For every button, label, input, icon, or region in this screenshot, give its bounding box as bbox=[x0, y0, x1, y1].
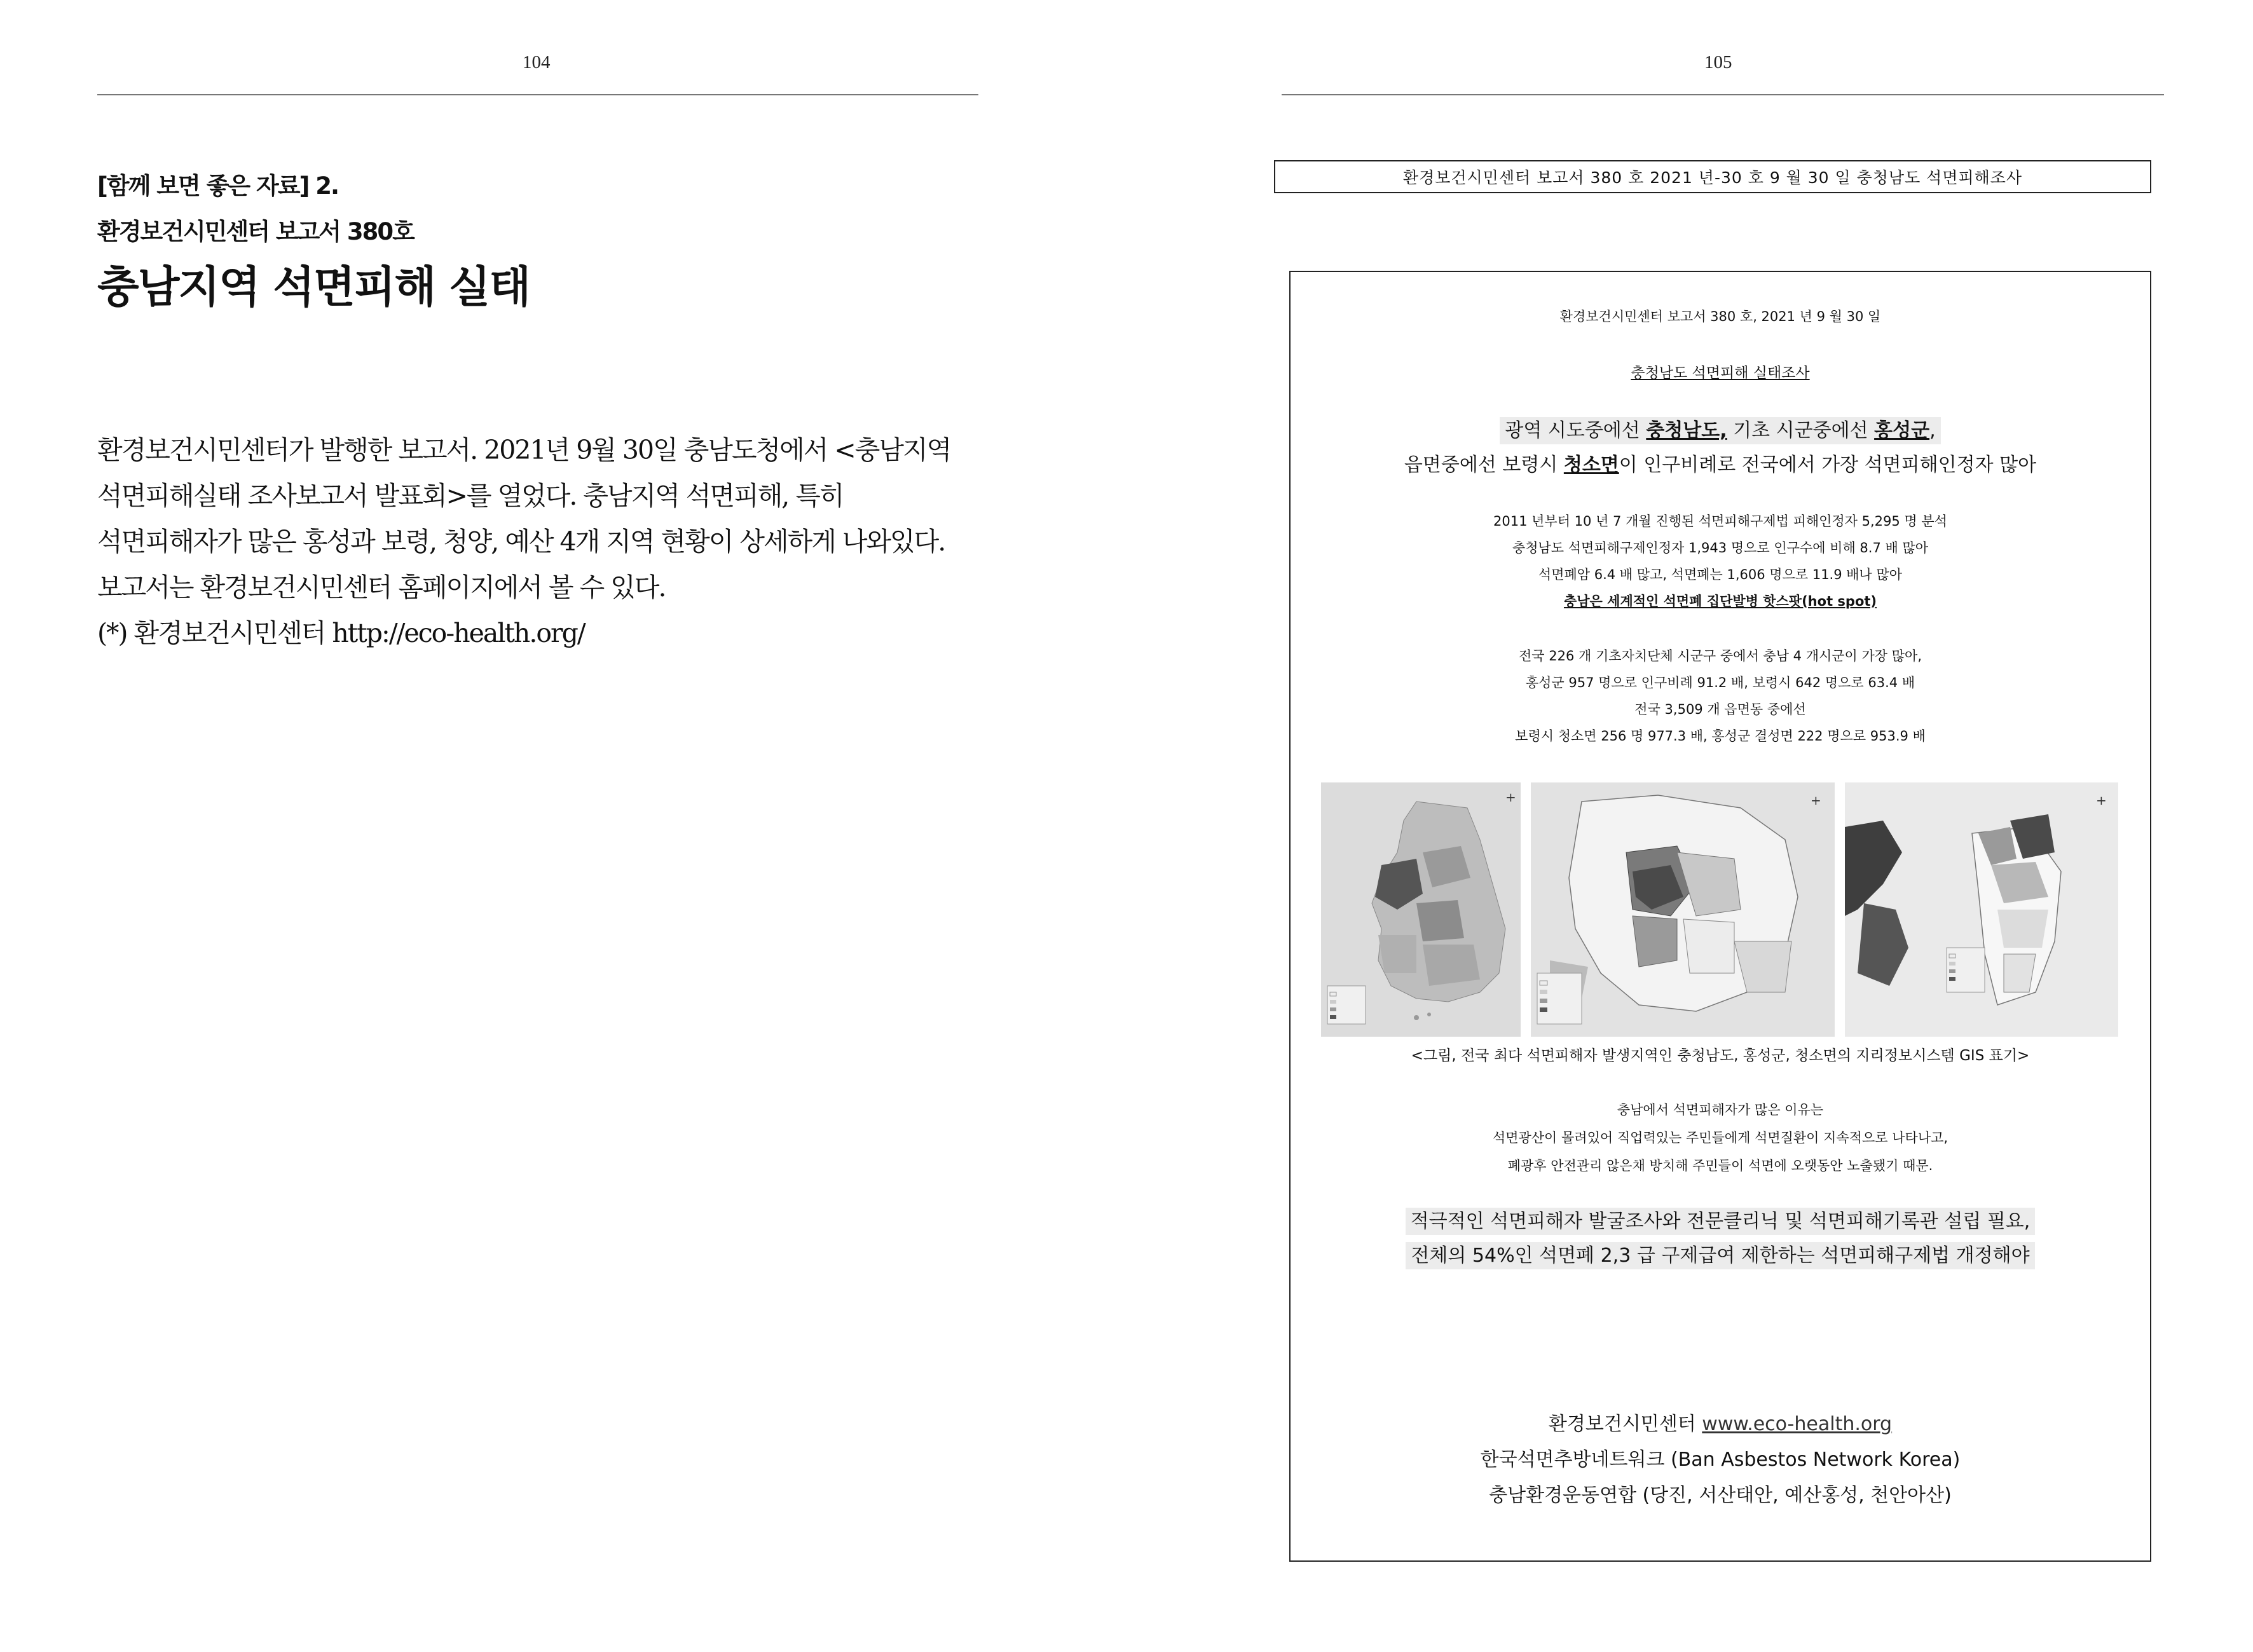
body-line: 석면피해실태 조사보고서 발표회>를 열었다. 충남지역 석면피해, 특히 bbox=[97, 481, 844, 511]
stat-line: 홍성군 957 명으로 인구비례 91.2 배, 보령시 642 명으로 63.4 배 bbox=[1525, 675, 1915, 690]
headline-2-text-a: 읍면중에선 보령시 bbox=[1404, 454, 1564, 476]
page-number-right: 105 bbox=[1704, 52, 1732, 72]
svg-text:+: + bbox=[2096, 793, 2107, 808]
page-number-left: 104 bbox=[523, 52, 551, 72]
headline-1-text-d: 홍성군 bbox=[1874, 420, 1930, 442]
reason-line: 충남에서 석면피해자가 많은 이유는 bbox=[1617, 1102, 1824, 1117]
issue-line: 환경보건시민센터 보고서 380 호, 2021 년 9 월 30 일 bbox=[1559, 309, 1881, 324]
report-header-box: 환경보건시민센터 보고서 380 호 2021 년-30 호 9 월 30 일 충청남도 석면피해조사 bbox=[1274, 160, 2151, 193]
headline-1-text-a: 광역 시도중에선 bbox=[1505, 420, 1647, 442]
body-line: 석면피해자가 많은 홍성과 보령, 청양, 예산 4개 지역 현황이 상세하게 나와있다. bbox=[97, 526, 945, 557]
hotspot-line: 충남은 세계적인 석면폐 집단발병 핫스팟(hot spot) bbox=[1563, 594, 1877, 609]
svg-text:+: + bbox=[1811, 793, 1821, 808]
report-number-label: 환경보건시민센터 보고서 380호 bbox=[97, 218, 414, 245]
demand-line-1 bbox=[1291, 1205, 2150, 1233]
body-line: 환경보건시민센터가 발행한 보고서. 2021년 9월 30일 충남도청에서 <충남지역 bbox=[97, 435, 951, 465]
headline-2-text-b: 청소면 bbox=[1563, 454, 1619, 476]
org-line-1 bbox=[1291, 1408, 2150, 1436]
headline-1-text-b: 충청남도, bbox=[1646, 420, 1727, 442]
org-1-name: 환경보건시민센터 bbox=[1548, 1413, 1696, 1435]
headline-1-text-c: 기초 시군중에선 bbox=[1727, 420, 1875, 442]
org-line-3: 충남환경운동연합 (당진, 서산태안, 예산홍성, 천안아산) bbox=[1489, 1484, 1952, 1506]
chungnam-map-image bbox=[1531, 782, 1835, 1037]
stat-line: 충청남도 석면피해구제인정자 1,943 명으로 인구수에 비해 8.7 배 많아 bbox=[1512, 540, 1929, 556]
body-line: 보고서는 환경보건시민센터 홈페이지에서 볼 수 있다. bbox=[97, 572, 666, 603]
headline-line-1 bbox=[1291, 414, 2150, 442]
stat-line: 보령시 청소면 256 명 977.3 배, 홍성군 결성면 222 명으로 953.9 배 bbox=[1515, 728, 1926, 744]
demand-2-text: 전체의 54%인 석면폐 2,3 급 구제급여 제한하는 석면피해구제법 개정해야 bbox=[1406, 1242, 2034, 1269]
demand-line-2 bbox=[1291, 1239, 2150, 1267]
hongseong-map-image bbox=[1845, 782, 2118, 1037]
stat-line: 전국 226 개 기초자치단체 시군구 중에서 충남 4 개시군이 가장 많아, bbox=[1518, 648, 1922, 664]
gis-maps bbox=[1291, 782, 2150, 1040]
reason-line: 폐광후 안전관리 않은채 방치해 주민들이 석면에 오랫동안 노출됐기 때문. bbox=[1507, 1158, 1933, 1173]
body-text bbox=[97, 427, 987, 656]
stat-line: 석면폐암 6.4 배 많고, 석면폐는 1,606 명으로 11.9 배나 많아 bbox=[1538, 567, 1903, 582]
stat-line: 2011 년부터 10 년 7 개월 진행된 석면피해구제법 피해인정자 5,295 명 분석 bbox=[1493, 514, 1947, 529]
body-line-link[interactable]: (*) 환경보건시민센터 http://eco-health.org/ bbox=[97, 618, 585, 648]
reason-line: 석면광산이 몰려있어 직업력있는 주민들에게 석면질환이 지속적으로 나타나고, bbox=[1492, 1130, 1948, 1145]
stat-line: 전국 3,509 개 읍면동 중에선 bbox=[1634, 702, 1806, 717]
demand-1-text: 적극적인 석면피해자 발굴조사와 전문클리닉 및 석면피해기록관 설립 필요, bbox=[1406, 1208, 2036, 1235]
header-rule-left bbox=[97, 94, 978, 95]
report-cover bbox=[1289, 271, 2151, 1562]
headline-1-shade bbox=[1500, 417, 1940, 444]
header-rule-right bbox=[1282, 94, 2164, 95]
org-1-url-link[interactable]: www.eco-health.org bbox=[1702, 1413, 1893, 1435]
map-caption: <그림, 전국 최다 석면피해자 발생지역인 충청남도, 홍성군, 청소면의 지리정보시스템 GIS 표기> bbox=[1411, 1048, 2030, 1064]
page-title: 충남지역 석면피해 실태 bbox=[97, 263, 530, 313]
org-line-2: 한국석면추방네트워크 (Ban Asbestos Network Korea) bbox=[1480, 1449, 1961, 1471]
korea-map-image bbox=[1321, 782, 1521, 1037]
hotspot-line-wrap bbox=[1291, 591, 2150, 610]
headline-1-text-e: , bbox=[1929, 420, 1936, 442]
section-label: [함께 보면 좋은 자료] 2. bbox=[97, 172, 339, 200]
headline-2-text-c: 이 인구비례로 전국에서 가장 석면피해인정자 많아 bbox=[1619, 454, 2037, 476]
headline-line-2 bbox=[1291, 449, 2150, 477]
svg-text:+: + bbox=[1505, 789, 1516, 805]
report-subtitle-wrap bbox=[1291, 361, 2150, 382]
report-subtitle: 충청남도 석면피해 실태조사 bbox=[1631, 365, 1810, 381]
